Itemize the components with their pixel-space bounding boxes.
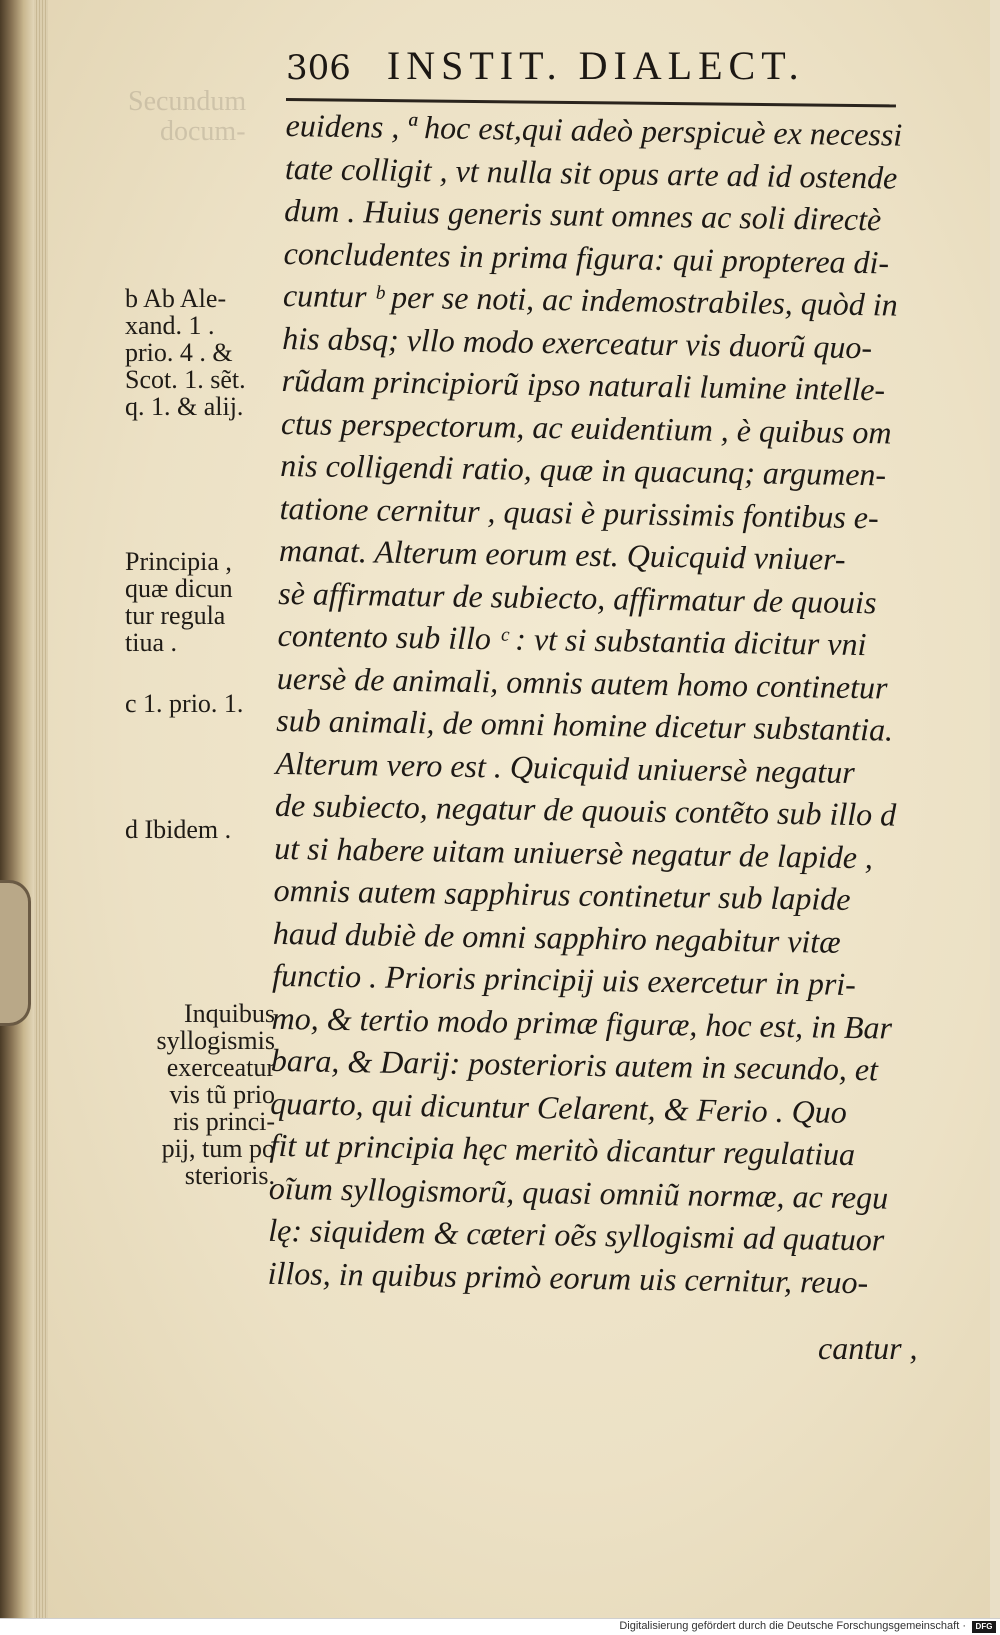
margin-note-line: tiua . bbox=[125, 628, 177, 657]
text-line: haud dubiè de omni sapphiro negabitur vitæ bbox=[272, 914, 841, 960]
book-binding-gutter bbox=[0, 0, 34, 1618]
text-line: cuntur ᵇ per se noti, ac indemostrabiles, quòd in bbox=[282, 276, 898, 323]
text-line: contento sub illo ᶜ : vt si substantia dicitur vni bbox=[277, 616, 867, 663]
text-line: ctus perspectorum, ac euidentium , è quibus om bbox=[280, 404, 892, 451]
text-line: fit ut principia hęc meritò dicantur regulatiua bbox=[269, 1126, 856, 1173]
margin-note-line: quæ dicun bbox=[125, 574, 233, 603]
margin-note-line: b Ab Ale- bbox=[125, 284, 227, 313]
text-line: mo, & tertio modo primæ figuræ, hoc est, in Bar bbox=[271, 999, 893, 1046]
text-line: manat. Alterum eorum est. Quicquid vniuer- bbox=[278, 531, 846, 577]
margin-note-line: c 1. prio. 1. bbox=[125, 689, 244, 718]
margin-note-line: syllogismis bbox=[156, 1026, 275, 1055]
margin-note-citation-b bbox=[125, 285, 275, 420]
margin-note-citation-c bbox=[125, 690, 275, 717]
text-line: omnis autem sapphirus continetur sub lapide bbox=[273, 871, 851, 917]
bleed-through-text-2: docum- bbox=[160, 116, 246, 147]
text-line: sub animali, de omni homine dicetur substantia. bbox=[276, 701, 894, 748]
running-title: INSTIT. DIALECT. bbox=[386, 43, 805, 88]
text-line: uersè de animali, omnis autem homo continetur bbox=[276, 659, 888, 706]
digitization-footer bbox=[0, 1618, 1000, 1635]
text-line: Alterum vero est . Quicquid uniuersè negatur bbox=[275, 744, 856, 790]
text-line: tatione cernitur , quasi è purissimis fontibus e- bbox=[279, 489, 879, 535]
margin-note-line: Inquibus bbox=[184, 999, 275, 1028]
text-line: oĩum syllogismorũ, quasi omniũ normæ, ac regu bbox=[268, 1169, 889, 1216]
text-line: illos, in quibus primò eorum uis cernitur, reuo- bbox=[267, 1254, 869, 1300]
margin-note-line: xand. 1 . bbox=[125, 311, 215, 340]
margin-note-citation-d bbox=[125, 816, 275, 843]
margin-note-inquibus bbox=[115, 1000, 275, 1189]
margin-note-line: Principia , bbox=[125, 547, 232, 576]
margin-note-line: vis tũ prio bbox=[169, 1080, 275, 1109]
margin-note-line: d Ibidem . bbox=[125, 815, 232, 844]
text-line: dum . Huius generis sunt omnes ac soli directè bbox=[284, 191, 882, 238]
text-line: tate colligit , vt nulla sit opus arte ad id ostende bbox=[284, 149, 898, 196]
text-line: rũdam principiorũ ipso naturali lumine intelle- bbox=[281, 361, 886, 408]
text-line: functio . Prioris principij uis exercetur in pri- bbox=[272, 956, 857, 1003]
book-clasp bbox=[0, 880, 31, 1026]
text-line: ut si habere uitam uniuersè negatur de lapide , bbox=[274, 829, 874, 875]
text-line: lę: siquidem & cæteri oẽs syllogismi ad quatuor bbox=[268, 1211, 885, 1258]
page-edges bbox=[34, 0, 48, 1618]
text-line: his absq; vllo modo exerceatur vis duorũ quo- bbox=[282, 319, 873, 365]
running-header bbox=[286, 42, 906, 102]
text-line: euidens , ª hoc est,qui adeò perspicuè ex necessi bbox=[285, 106, 903, 153]
margin-note-line: pij, tum po bbox=[161, 1134, 275, 1163]
text-line: quarto, qui dicuntur Celarent, & Ferio . Quo bbox=[270, 1084, 848, 1130]
funding-notice: Digitalisierung gefördert durch die Deutsche Forschungsgemeinschaft · bbox=[619, 1620, 966, 1632]
text-line: de subiecto, negatur de quouis contẽto sub illo d bbox=[274, 786, 897, 833]
margin-note-line: q. 1. & alij. bbox=[125, 392, 244, 421]
margin-note-line: sterioris. bbox=[184, 1161, 275, 1190]
margin-note-line: prio. 4 . & bbox=[125, 338, 233, 367]
main-text-block bbox=[267, 104, 986, 1305]
margin-note-line: ris princi- bbox=[173, 1107, 275, 1136]
page-number: 306 bbox=[286, 48, 351, 88]
dfg-logo: DFG bbox=[972, 1621, 996, 1633]
catchword: cantur , bbox=[818, 1330, 918, 1366]
text-line: nis colligendi ratio, quæ in quacunq; argumen- bbox=[280, 446, 887, 493]
bleed-through-text-1: Secundum bbox=[128, 86, 247, 117]
margin-note-line: exerceatur bbox=[166, 1053, 275, 1082]
margin-note-principia bbox=[125, 548, 275, 656]
text-line: concludentes in prima figura: qui propterea di- bbox=[283, 234, 890, 280]
text-line: bara, & Darij: posterioris autem in secundo, et bbox=[270, 1041, 879, 1088]
margin-note-line: tur regula bbox=[125, 601, 226, 630]
margin-note-line: Scot. 1. sẽt. bbox=[125, 365, 246, 394]
text-line: sè affirmatur de subiecto, affirmatur de quouis bbox=[278, 574, 877, 620]
